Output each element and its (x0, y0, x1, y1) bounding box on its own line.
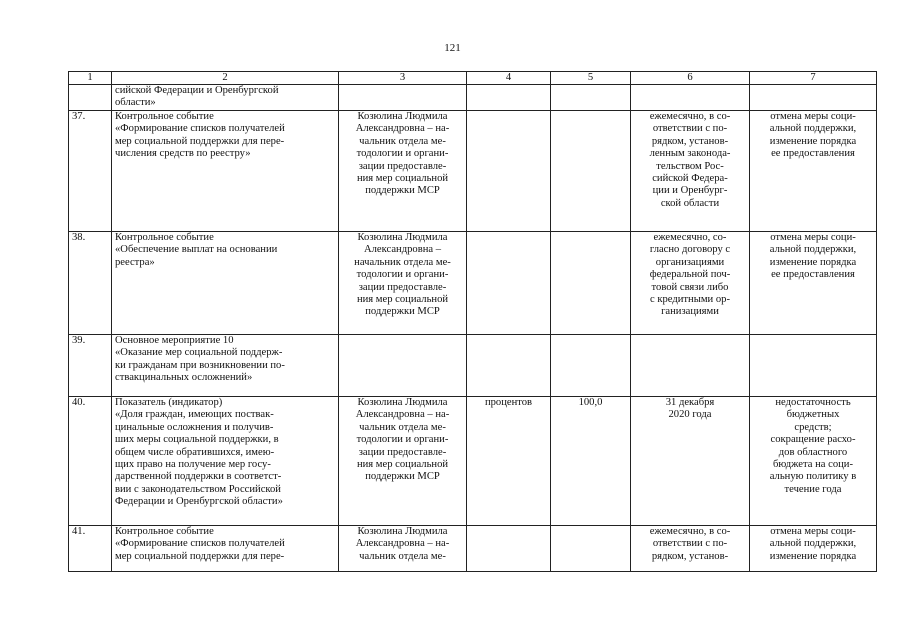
cell-text-line: ее предоставления (771, 148, 855, 160)
column-header: 1 (69, 72, 112, 85)
cell-text-line: альной поддержки, (769, 123, 857, 135)
cell-text-line: сийской Федерации и Оренбургской (115, 85, 279, 96)
responsible-cell (339, 85, 467, 111)
cell-text-line: с кредитными ор- (650, 294, 730, 306)
unit-cell: процентов (467, 397, 551, 526)
table-row (69, 85, 877, 111)
row-number-cell: 39. (69, 335, 112, 397)
cell-text-line: поддержки МСР (365, 185, 440, 197)
table-row (69, 111, 877, 232)
cell-text-line: гласно договору с (649, 244, 731, 256)
row-number-cell: 41. (69, 526, 112, 572)
cell-text-line: ции и Оренбург- (652, 185, 728, 197)
cell-text-line: сийской Федера- (652, 173, 728, 185)
cell-text-line: отмена меры соци- (770, 526, 856, 537)
value-cell (551, 111, 631, 232)
cell-text-line: 31 декабря (665, 397, 715, 408)
cell-text-line: реестра» (115, 256, 155, 268)
unit-cell (467, 111, 551, 232)
risk-cell (750, 335, 877, 397)
cell-text-line: недостаточность (775, 397, 851, 408)
cell-text-line: тодологии и органи- (356, 148, 449, 160)
cell-text-line: ки гражданам при возникновении по- (115, 359, 285, 371)
cell-text-line: Александровна – на- (355, 123, 450, 135)
cell-text-line: чальник отдела ме- (359, 421, 446, 433)
cell-text-line: средств; (794, 421, 832, 433)
unit-cell (467, 335, 551, 397)
column-header: 7 (750, 72, 877, 85)
cell-text-line: рядком, установ- (651, 135, 729, 147)
program-table (68, 71, 877, 572)
term-cell (631, 397, 750, 526)
column-header: 6 (631, 72, 750, 85)
risk-cell (750, 232, 877, 335)
cell-text-line: ших меры социальной поддержки, в (115, 434, 279, 446)
cell-text-line: ленным законода- (649, 148, 731, 160)
cell-text-line: дов областного (778, 446, 848, 458)
header-row (69, 72, 877, 85)
cell-text-line: Основное мероприятие 10 (115, 335, 234, 346)
event-name-cell (112, 526, 339, 572)
cell-text-line: области» (115, 97, 156, 109)
cell-text-line: изменение порядка (769, 550, 857, 562)
row-number-cell (69, 85, 112, 111)
cell-text-line: организациями (655, 256, 725, 268)
term-cell (631, 232, 750, 335)
cell-text-line: альную политику в (769, 471, 857, 483)
event-name-cell (112, 397, 339, 526)
cell-text-line: рядком, установ- (651, 550, 729, 562)
column-header: 4 (467, 72, 551, 85)
value-cell (551, 232, 631, 335)
cell-text-line: зации предоставле- (358, 446, 447, 458)
event-name-cell (112, 335, 339, 397)
risk-cell (750, 85, 877, 111)
cell-text-line: ее предоставления (771, 269, 855, 281)
cell-text-line: бюджетных (786, 409, 840, 421)
cell-text-line: ской области (660, 197, 720, 209)
cell-text-line: ния мер социальной (356, 294, 449, 306)
cell-text-line: Федерации и Оренбургской области» (115, 496, 283, 508)
cell-text-line: ганизациями (661, 306, 719, 318)
cell-text-line: изменение порядка (769, 135, 857, 147)
cell-text-line: «Обеспечение выплат на основании (115, 244, 278, 256)
column-header: 3 (339, 72, 467, 85)
risk-cell (750, 111, 877, 232)
page-number: 121 (444, 42, 461, 54)
cell-text-line: Александровна – на- (355, 538, 450, 550)
event-name-cell (112, 85, 339, 111)
table-row (69, 397, 877, 526)
cell-text-line: ния мер социальной (356, 459, 449, 471)
cell-text-line: бюджета на соци- (772, 459, 854, 471)
value-cell (551, 85, 631, 111)
value-cell: 100,0 (551, 397, 631, 526)
cell-text-line: чальник отдела ме- (359, 135, 446, 147)
row-number-cell: 37. (69, 111, 112, 232)
cell-text-line: цинальные осложнения и получив- (115, 421, 274, 433)
cell-text-line: Козюлина Людмила (357, 111, 448, 122)
cell-text-line: щих право на получение мер госу- (115, 459, 271, 471)
cell-text-line: дарственной поддержки в соответст- (115, 471, 282, 483)
cell-text-line: начальник отдела ме- (354, 256, 451, 268)
cell-text-line: зации предоставле- (358, 160, 447, 172)
cell-text-line: течение года (784, 483, 842, 495)
risk-cell (750, 397, 877, 526)
cell-text-line: 2020 года (668, 409, 712, 421)
cell-text-line: ответствии с по- (652, 123, 728, 135)
cell-text-line: ствакцинальных осложнений» (115, 372, 253, 384)
column-header: 2 (112, 72, 339, 85)
row-number-cell: 40. (69, 397, 112, 526)
risk-cell (750, 526, 877, 572)
unit-cell (467, 526, 551, 572)
cell-text-line: ответствии с по- (652, 538, 728, 550)
cell-text-line: «Оказание мер социальной поддерж- (115, 347, 283, 359)
event-name-cell (112, 232, 339, 335)
cell-text-line: федеральной поч- (649, 269, 731, 281)
responsible-cell (339, 232, 467, 335)
column-header: 5 (551, 72, 631, 85)
cell-text-line: тодологии и органи- (356, 269, 449, 281)
cell-text-line: «Формирование списков получателей (115, 123, 285, 135)
cell-text-line: Контрольное событие (115, 232, 214, 243)
cell-text-line: поддержки МСР (365, 306, 440, 318)
term-cell (631, 335, 750, 397)
term-cell (631, 85, 750, 111)
value-cell (551, 335, 631, 397)
cell-text-line: «Доля граждан, имеющих поствак- (115, 409, 274, 421)
cell-text-line: товой связи либо (651, 281, 729, 293)
cell-text-line: тельством Рос- (656, 160, 724, 172)
term-cell (631, 526, 750, 572)
cell-text-line: Контрольное событие (115, 526, 214, 537)
cell-text-line: сокращение расхо- (770, 434, 856, 446)
unit-cell (467, 85, 551, 111)
cell-text-line: поддержки МСР (365, 471, 440, 483)
cell-text-line: ежемесячно, в со- (649, 111, 731, 122)
cell-text-line: альной поддержки, (769, 538, 857, 550)
cell-text-line: числения средств по реестру» (115, 148, 251, 160)
unit-cell (467, 232, 551, 335)
cell-text-line: ежемесячно, в со- (649, 526, 731, 537)
cell-text-line: Козюлина Людмила (357, 526, 448, 537)
cell-text-line: чальник отдела ме- (359, 550, 446, 562)
table-row (69, 526, 877, 572)
cell-text-line: мер социальной поддержки для пере- (115, 135, 285, 147)
cell-text-line: ежемесячно, со- (653, 232, 727, 243)
cell-text-line: Контрольное событие (115, 111, 214, 122)
cell-text-line: вии с законодательством Российской (115, 483, 281, 495)
value-cell (551, 526, 631, 572)
cell-text-line: «Формирование списков получателей (115, 538, 285, 550)
cell-text-line: зации предоставле- (358, 281, 447, 293)
cell-text-line: отмена меры соци- (770, 111, 856, 122)
cell-text-line: отмена меры соци- (770, 232, 856, 243)
row-number-cell: 38. (69, 232, 112, 335)
cell-text-line: изменение порядка (769, 256, 857, 268)
cell-text-line: альной поддержки, (769, 244, 857, 256)
event-name-cell (112, 111, 339, 232)
cell-text-line: Показатель (индикатор) (115, 397, 223, 408)
cell-text-line: Козюлина Людмила (357, 232, 448, 243)
cell-text-line: тодологии и органи- (356, 434, 449, 446)
cell-text-line: Козюлина Людмила (357, 397, 448, 408)
table-row (69, 232, 877, 335)
term-cell (631, 111, 750, 232)
cell-text-line: общем числе обратившихся, имею- (115, 446, 275, 458)
cell-text-line: Александровна – (363, 244, 442, 256)
table-row (69, 335, 877, 397)
responsible-cell (339, 397, 467, 526)
cell-text-line: мер социальной поддержки для пере- (115, 550, 285, 562)
responsible-cell (339, 526, 467, 572)
responsible-cell (339, 111, 467, 232)
responsible-cell (339, 335, 467, 397)
cell-text-line: Александровна – на- (355, 409, 450, 421)
cell-text-line: ния мер социальной (356, 173, 449, 185)
